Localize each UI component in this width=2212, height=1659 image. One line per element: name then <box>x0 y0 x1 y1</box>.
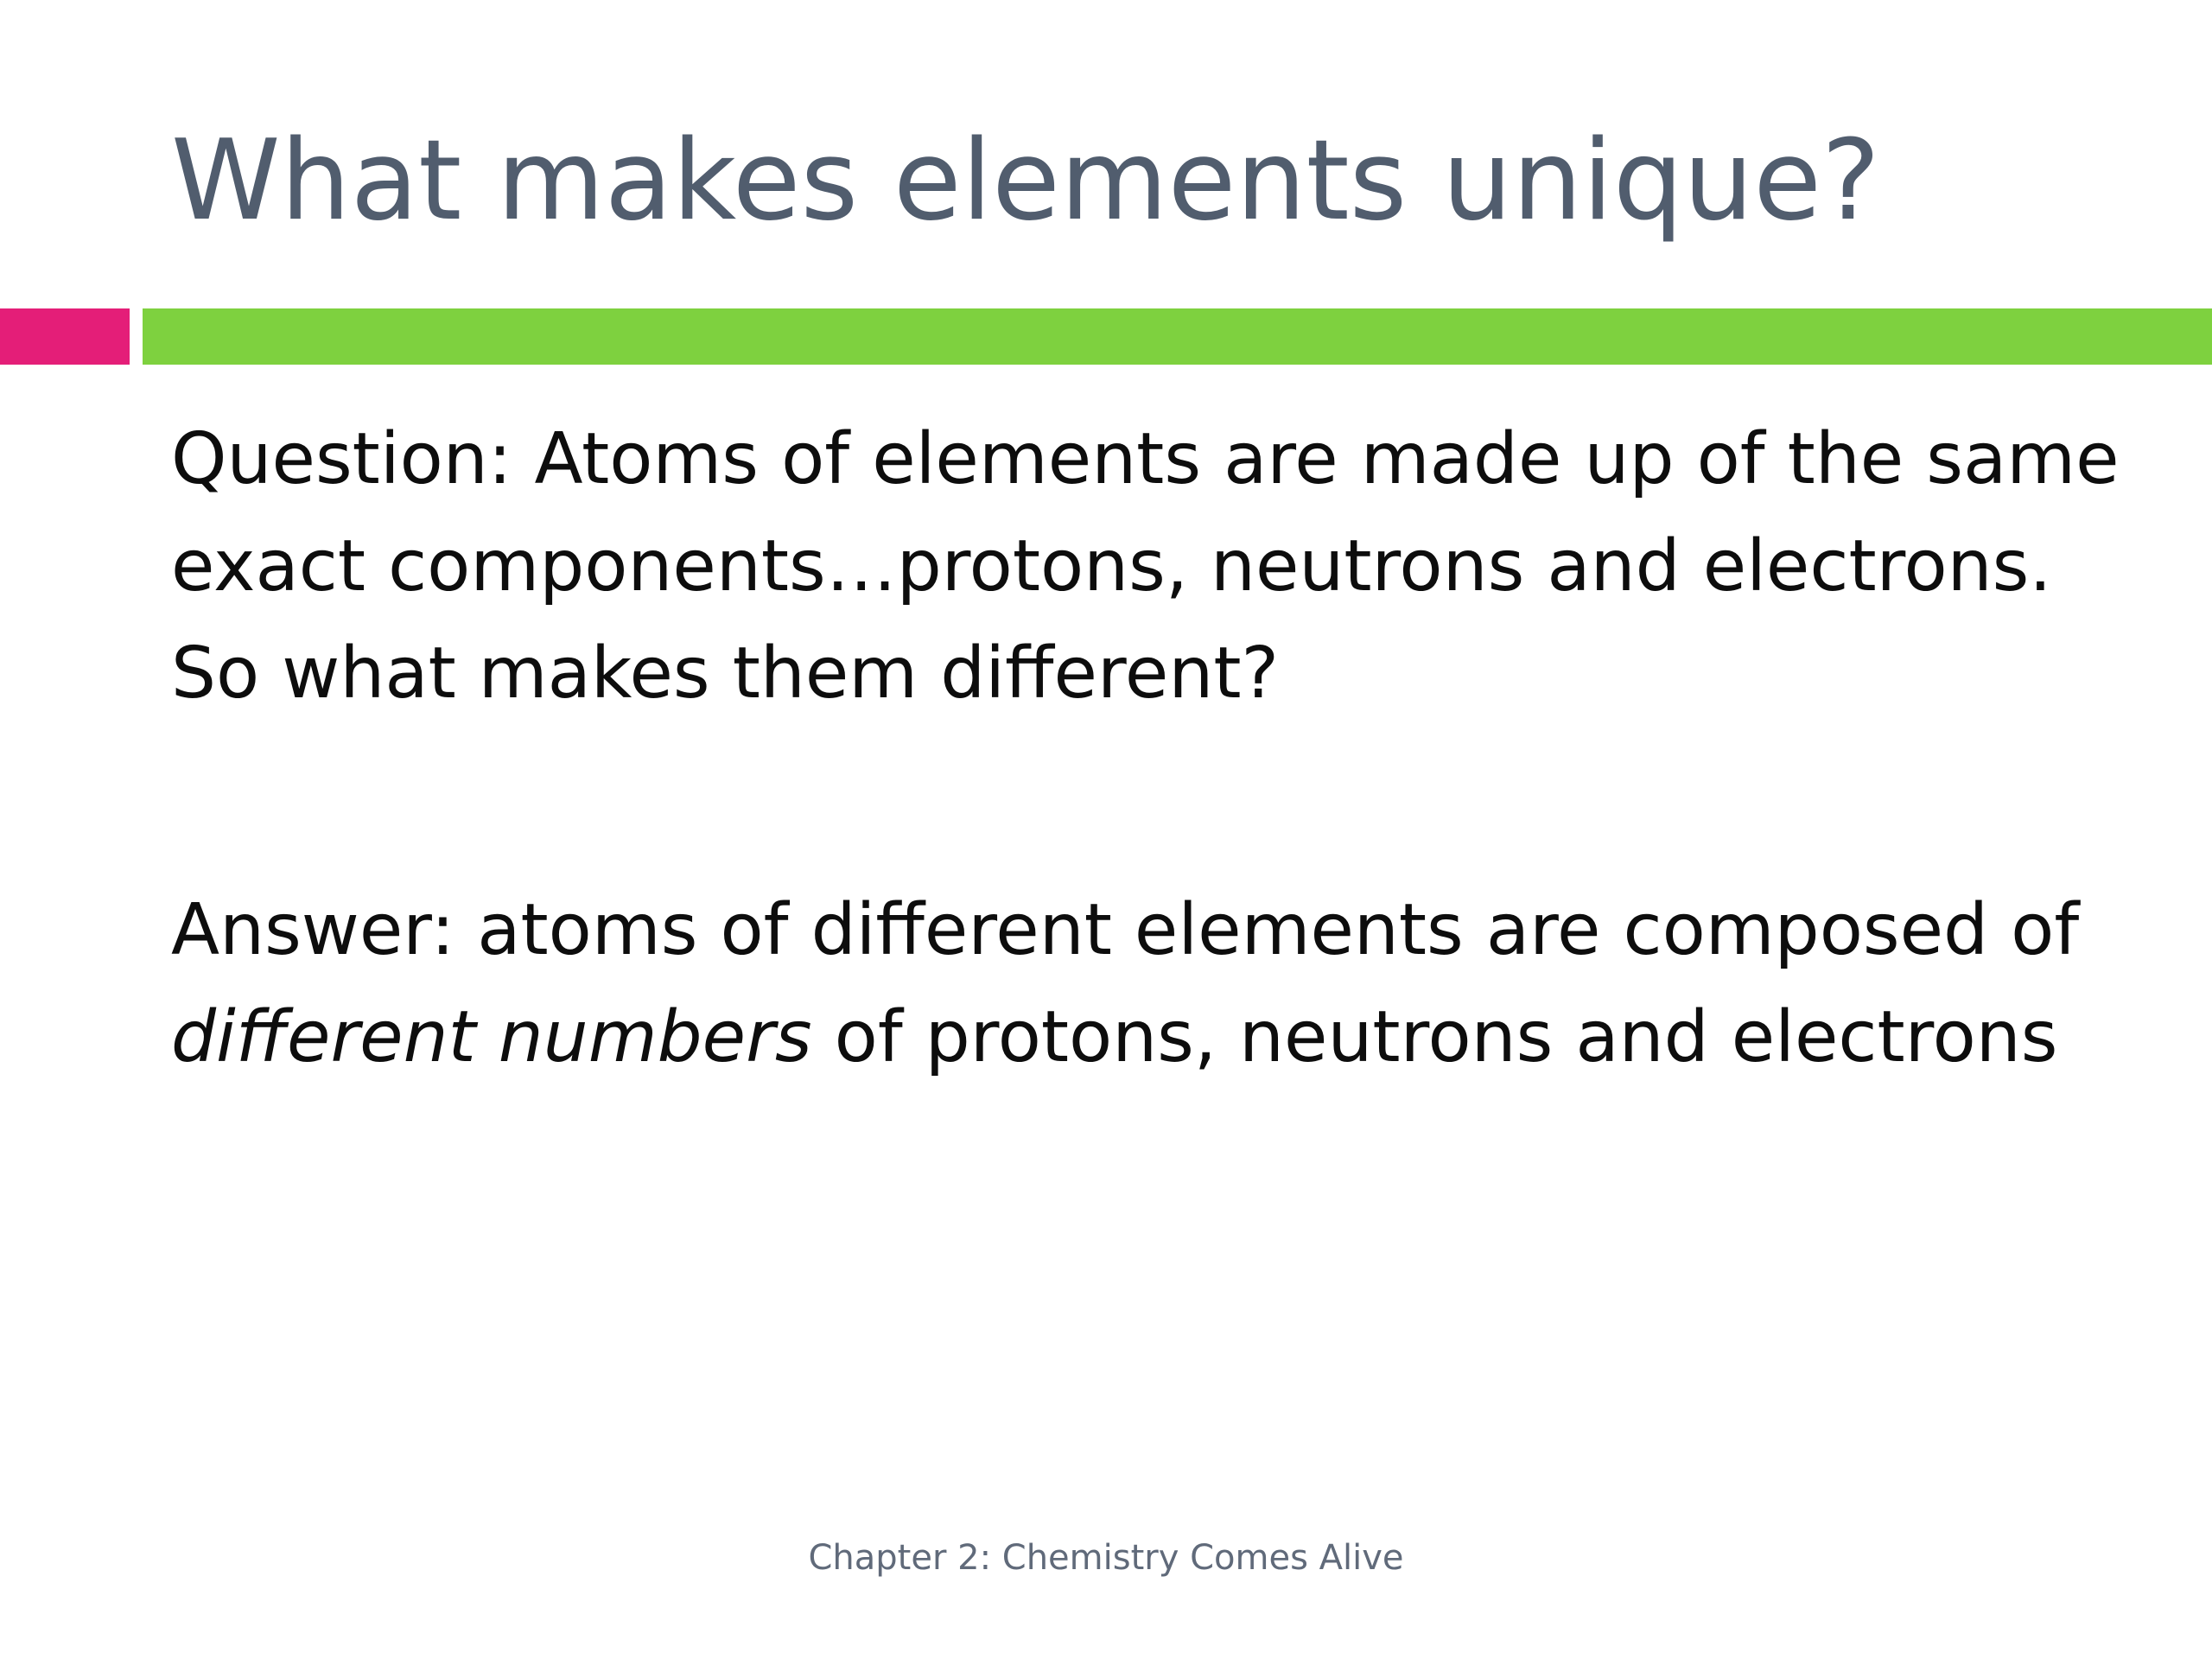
accent-bar-pink <box>0 308 130 365</box>
accent-bar-green <box>143 308 2212 365</box>
answer-prefix: Answer: atoms of different elements are composed of <box>171 889 2080 971</box>
slide-title: What makes elements unique? <box>171 117 1880 245</box>
answer-text <box>171 877 2124 1091</box>
slide-footer: Chapter 2: Chemistry Comes Alive <box>808 1538 1404 1578</box>
answer-emphasis: different numbers <box>171 996 812 1078</box>
answer-suffix: of protons, neutrons and electrons <box>811 996 2058 1078</box>
question-text: Question: Atoms of elements are made up of the same exact components…protons, neutrons and electrons. So what makes them different? <box>171 418 2120 715</box>
